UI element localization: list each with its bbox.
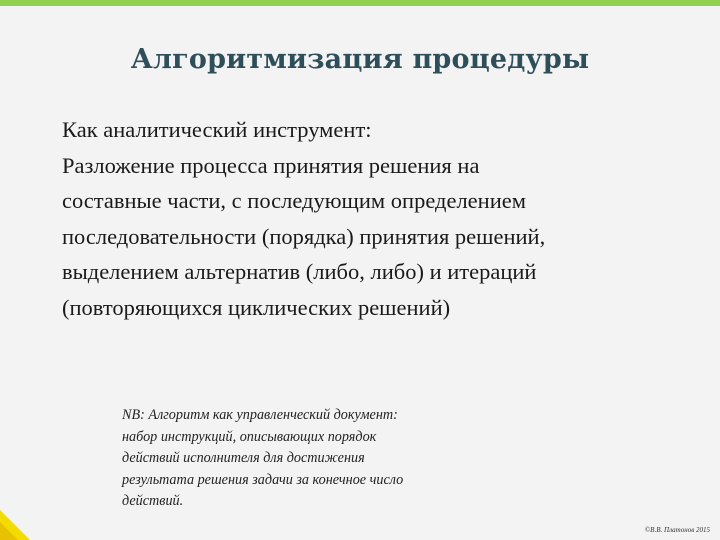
note-line: действий. <box>122 493 184 509</box>
nb-note <box>122 405 522 513</box>
body-line: составные части, с последующим определением <box>62 188 526 213</box>
slide-body <box>62 112 702 325</box>
note-line: действий исполнителя для достижения <box>122 450 365 466</box>
body-line: (повторяющихся циклических решений) <box>62 294 451 320</box>
copyright-text: ©В.В. Платонов 2015 <box>644 526 710 534</box>
body-line: Разложение процесса принятия решения на <box>62 152 480 178</box>
top-accent-bar <box>0 0 720 6</box>
note-line: NB: Алгоритм как управленческий документ: <box>122 407 398 423</box>
corner-decoration-inner <box>0 522 18 540</box>
slide-title: Алгоритмизация процедуры <box>130 44 590 75</box>
note-line: набор инструкций, описывающих порядок <box>122 428 377 445</box>
body-line: Как аналитический инструмент: <box>62 117 372 142</box>
body-line: выделением альтернатив (либо, либо) и итераций <box>62 259 537 284</box>
note-line: результата решения задачи за конечное число <box>122 471 404 488</box>
body-line: последовательности (порядка) принятия решений, <box>62 223 546 249</box>
